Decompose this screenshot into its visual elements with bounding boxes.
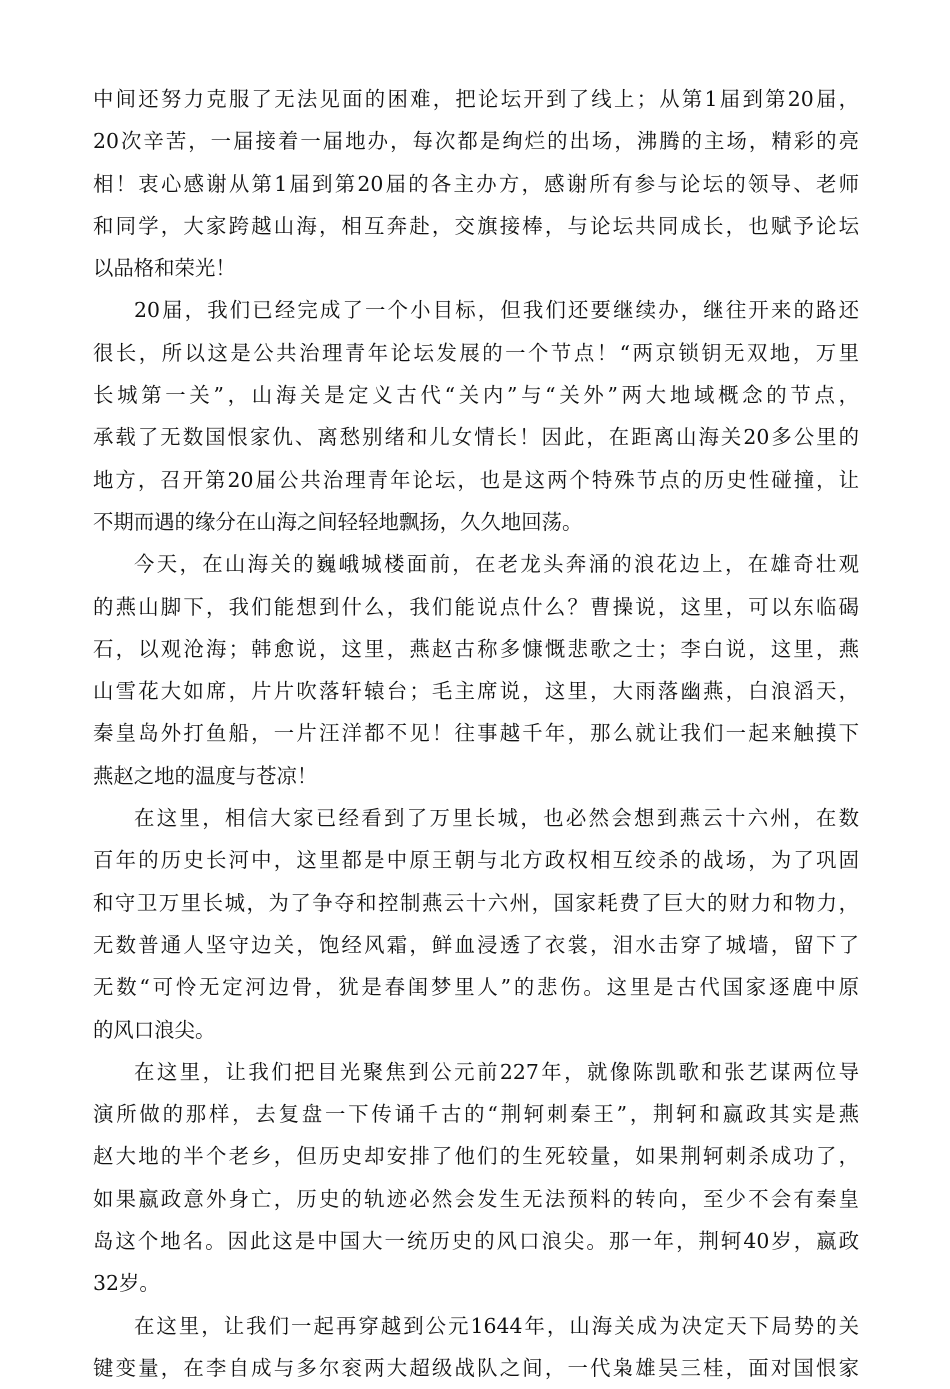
- text-line: 的燕山脚下，我们能想到什么，我们能说点什么？曹操说，这里，可以东临碣: [93, 594, 859, 619]
- text-line: 相！衷心感谢从第1届到第20届的各主办方，感谢所有参与论坛的领导、老师: [93, 171, 859, 196]
- text-line: 无数普通人坚守边关，饱经风霜，鲜血浸透了衣裳，泪水击穿了城墙，留下了: [93, 932, 859, 957]
- paragraph: [93, 78, 859, 289]
- text-line: 键变量，在李自成与多尔衮两大超级战队之间，一代枭雄吴三桂，面对国恨家: [93, 1355, 859, 1380]
- text-line: 中间还努力克服了无法见面的困难，把论坛开到了线上；从第1届到第20届，: [93, 87, 859, 111]
- text-line: 很长，所以这是公共治理青年论坛发展的一个节点！“两京锁钥无双地，万里: [93, 340, 859, 365]
- text-line: 以品格和荣光！: [93, 256, 236, 281]
- text-line: 如果嬴政意外身亡，历史的轨迹必然会发生无法预料的转向，至少不会有秦皇: [93, 1186, 859, 1211]
- text-line: 今天，在山海关的巍峨城楼面前，在老龙头奔涌的浪花边上，在雄奇壮观: [134, 552, 859, 577]
- text-line: 在这里，让我们一起再穿越到公元1644年，山海关成为决定天下局势的关: [134, 1313, 859, 1338]
- text-line: 石，以观沧海；韩愈说，这里，燕赵古称多慷慨悲歌之士；李白说，这里，燕: [93, 636, 859, 661]
- paragraph: [93, 1051, 859, 1305]
- text-line: 百年的历史长河中，这里都是中原王朝与北方政权相互绞杀的战场，为了巩固: [93, 848, 859, 873]
- text-line: 20届，我们已经完成了一个小目标，但我们还要继续办，继往开来的路还: [134, 298, 859, 323]
- text-line: 岛这个地名。因此这是中国大一统历史的风口浪尖。那一年，荆轲40岁，嬴政: [93, 1229, 859, 1254]
- text-line: 和守卫万里长城，为了争夺和控制燕云十六州，国家耗费了巨大的财力和物力，: [93, 890, 859, 915]
- text-line: 山雪花大如席，片片吹落轩辕台；毛主席说，这里，大雨落幽燕，白浪滔天，: [93, 679, 859, 704]
- text-line: 和同学，大家跨越山海，相互奔赴，交旗接棒，与论坛共同成长，也赋予论坛: [93, 213, 859, 238]
- text-line: 20次辛苦，一届接着一届地办，每次都是绚烂的出场，沸腾的主场，精彩的亮: [93, 129, 859, 154]
- paragraph: [93, 797, 859, 1051]
- document-page: [93, 78, 859, 1389]
- text-line: 在这里，让我们把目光聚焦到公元前227年，就像陈凯歌和张艺谋两位导: [134, 1059, 859, 1084]
- paragraph: [93, 543, 859, 797]
- paragraph: [93, 289, 859, 543]
- text-line: 长城第一关”，山海关是定义古代“关内”与“关外”两大地域概念的节点，: [93, 383, 859, 408]
- text-line: 不期而遇的缘分在山海之间轻轻地飘扬，久久地回荡。: [93, 509, 583, 534]
- text-line: 赵大地的半个老乡，但历史却安排了他们的生死较量，如果荆轲刺杀成功了，: [93, 1144, 859, 1169]
- text-line: 无数“可怜无定河边骨，犹是春闺梦里人”的悲伤。这里是古代国家逐鹿中原: [93, 975, 859, 1000]
- text-line: 秦皇岛外打鱼船，一片汪洋都不见！往事越千年，那么就让我们一起来触摸下: [93, 721, 859, 746]
- text-line: 的风口浪尖。: [93, 1017, 216, 1042]
- text-line: 演所做的那样，去复盘一下传诵千古的“荆轲刺秦王”，荆轲和嬴政其实是燕: [93, 1102, 859, 1127]
- paragraph: [93, 1305, 859, 1389]
- text-line: 32岁。: [93, 1271, 160, 1296]
- text-line: 在这里，相信大家已经看到了万里长城，也必然会想到燕云十六州，在数: [134, 806, 859, 831]
- text-line: 地方，召开第20届公共治理青年论坛，也是这两个特殊节点的历史性碰撞，让: [93, 467, 859, 492]
- text-line: 承载了无数国恨家仇、离愁别绪和儿女情长！因此，在距离山海关20多公里的: [93, 425, 859, 450]
- text-line: 燕赵之地的温度与苍凉！: [93, 763, 318, 788]
